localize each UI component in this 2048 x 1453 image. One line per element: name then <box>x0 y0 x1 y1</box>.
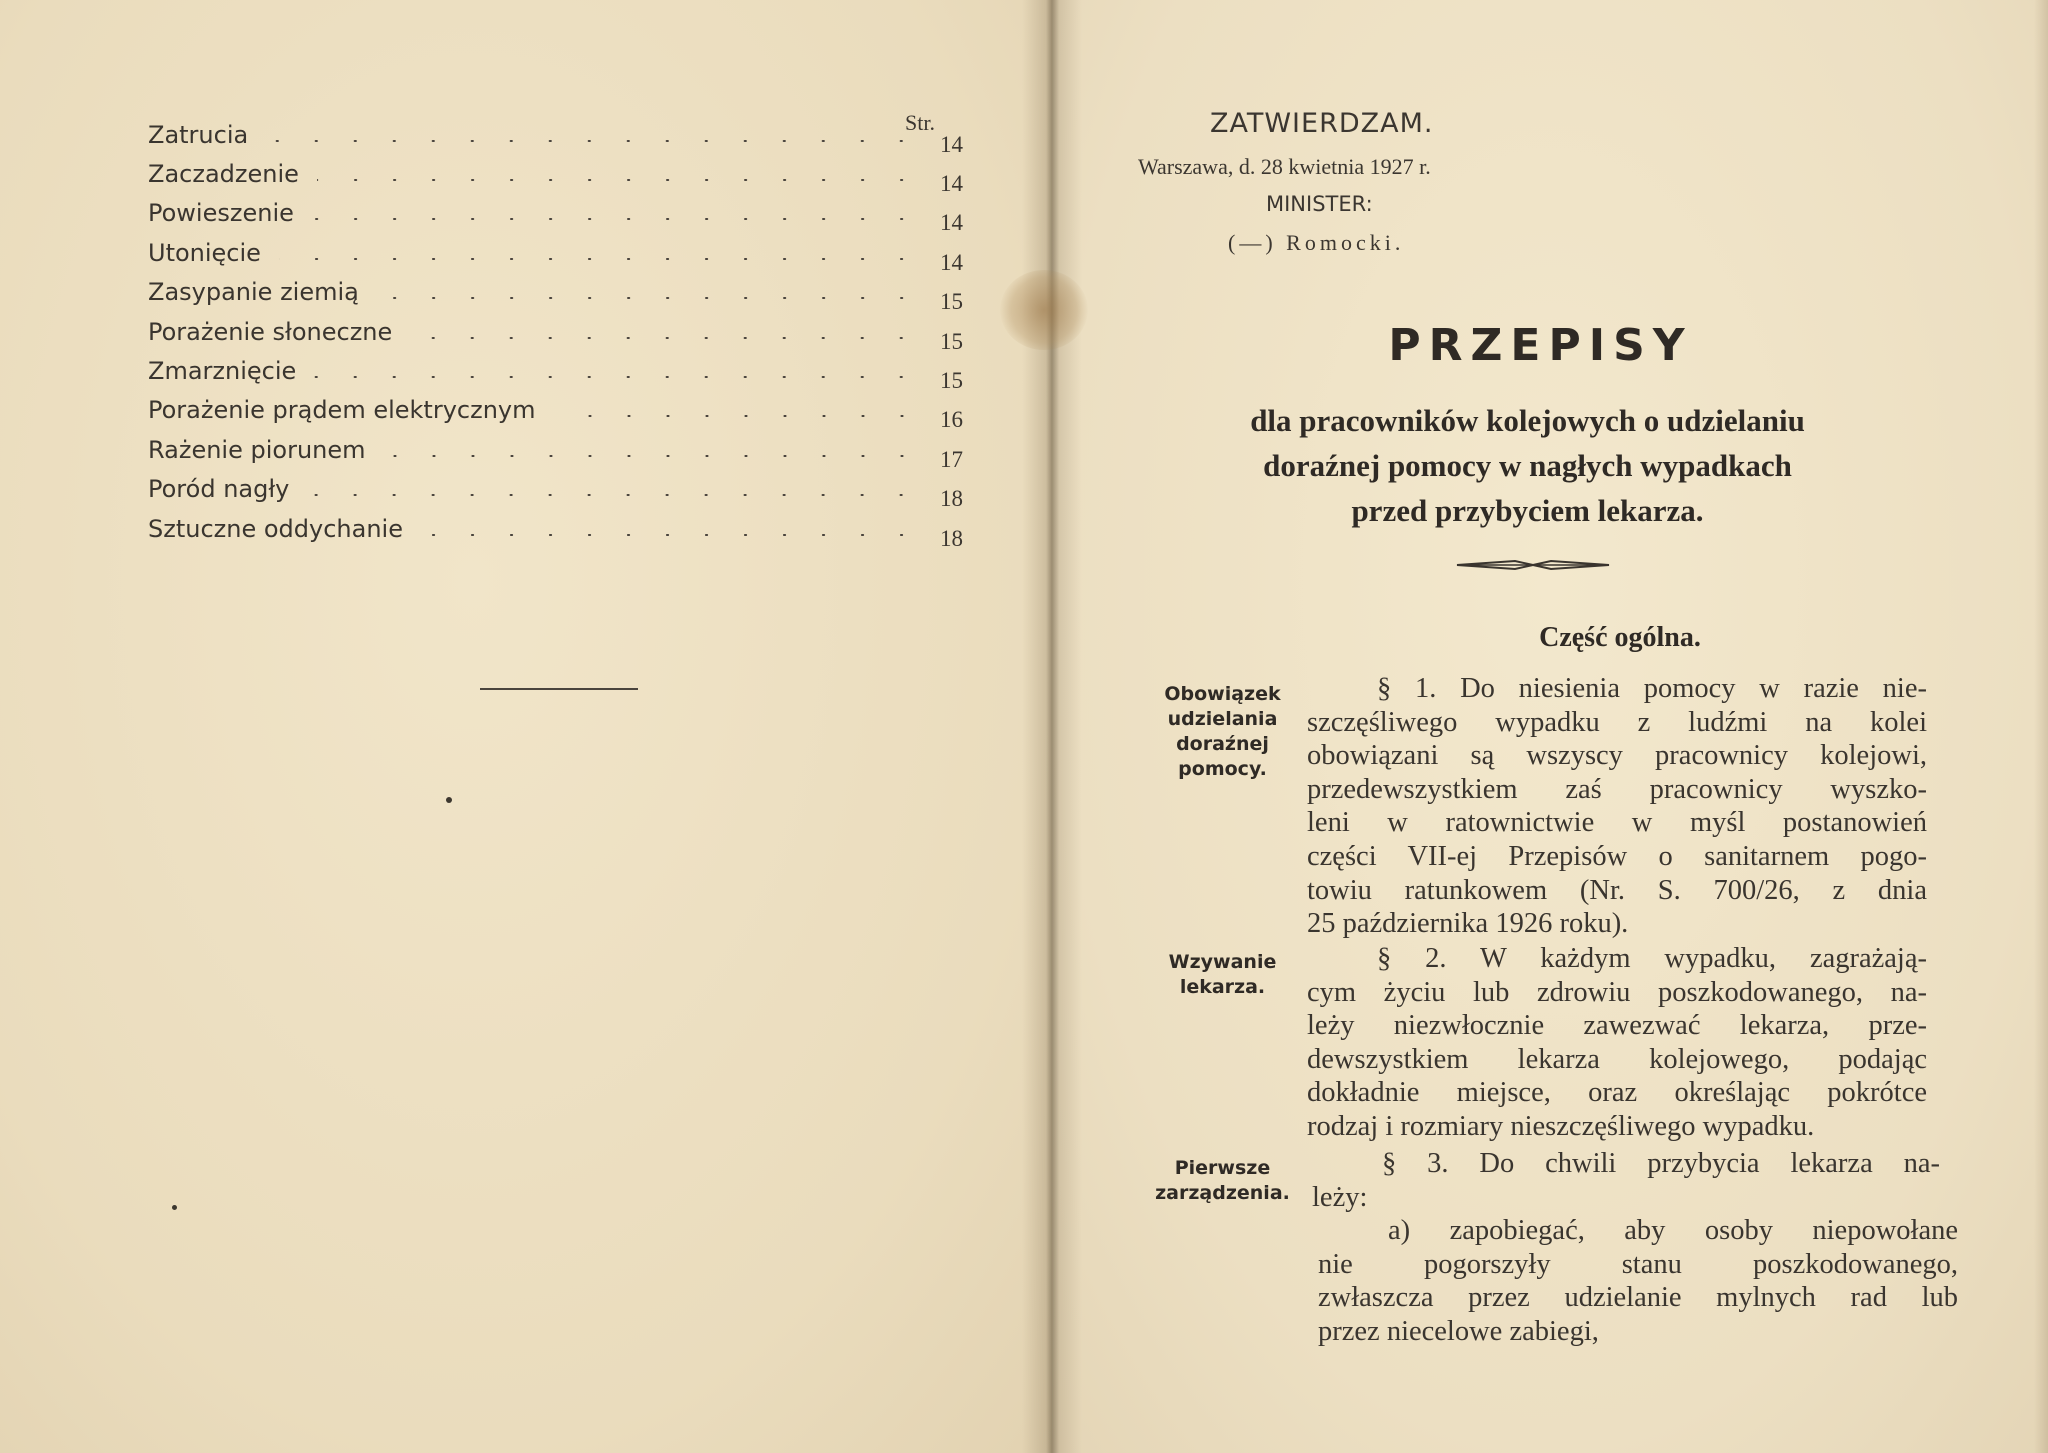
toc-entry-title: Rażenie piorunem <box>148 435 366 464</box>
toc-entry <box>148 312 963 354</box>
toc-leader-dots <box>317 179 921 181</box>
approval-title: ZATWIERDZAM. <box>1210 108 1434 139</box>
subtitle-line: doraźnej pomocy w nagłych wypadkach <box>1263 448 1792 483</box>
toc-leader-dots <box>554 415 922 417</box>
margin-note-line: Wzywanie <box>1168 951 1277 973</box>
toc-entry-title: Sztuczne oddychanie <box>148 514 403 543</box>
toc-entry-page: 17 <box>940 446 963 472</box>
toc-entry <box>148 233 963 275</box>
toc-entry-page: 16 <box>940 407 963 433</box>
toc-leader-dots <box>421 534 921 536</box>
toc-entry <box>148 154 963 197</box>
toc-entry <box>148 273 963 315</box>
text-line: a) zapobiegać, aby osoby niepowołane <box>1388 1215 1958 1246</box>
toc-entry-title: Poród nagły <box>148 475 290 504</box>
text-line: § 1. Do niesienia pomocy w razie nie- <box>1377 673 1927 704</box>
text-line: leży niezwłocznie zawezwać lekarza, prze- <box>1307 1010 1927 1042</box>
text-line: przez niecelowe zabiegi, <box>1318 1315 1599 1347</box>
toc-entry-page: 18 <box>940 486 963 512</box>
paper-stain <box>1000 270 1088 350</box>
margin-note-doctor <box>1145 950 1300 1000</box>
document-subtitle <box>1160 398 1895 533</box>
text-line: szczęśliwego wypadku z ludźmi na kolei <box>1307 706 1927 738</box>
margin-note-line: Pierwsze <box>1174 1157 1271 1179</box>
toc-page-header: Str. <box>905 110 935 135</box>
document-title: PRZEPISY <box>1388 320 1693 371</box>
toc-entry-title: Powieszenie <box>148 199 294 228</box>
toc-entry-title: Zaczadzenie <box>148 160 299 189</box>
toc-leader-dots <box>377 297 921 299</box>
paragraph-2 <box>1307 942 1927 1144</box>
paragraph-3 <box>1312 1147 1940 1214</box>
margin-note-line: zarządzenia. <box>1155 1182 1290 1204</box>
toc-entry-page: 18 <box>940 525 963 551</box>
book-gutter <box>1022 0 1082 1453</box>
toc-entry-page: 15 <box>940 328 963 354</box>
toc-entry-title: Zmarznięcie <box>148 357 297 386</box>
text-line: 25 października 1926 roku). <box>1307 908 1629 940</box>
subtitle-line: przed przybyciem lekarza. <box>1351 493 1704 528</box>
approval-place-date: Warszawa, d. 28 kwietnia 1927 r. <box>1138 154 1431 179</box>
toc-entry <box>148 430 963 472</box>
toc-leader-dots <box>307 494 921 496</box>
toc-entry <box>148 391 963 433</box>
paper-speck <box>172 1205 177 1210</box>
decorative-divider-icon <box>1455 554 1611 576</box>
margin-note-line: lekarza. <box>1179 976 1266 998</box>
toc-entry-page: 14 <box>940 171 963 197</box>
toc-entry-page: 14 <box>940 249 963 275</box>
text-line: dokładnie miejsce, oraz określając pokrótce <box>1307 1077 1927 1109</box>
toc-list <box>148 115 963 551</box>
paragraph-3a <box>1318 1214 1958 1348</box>
toc-entry <box>148 115 963 157</box>
approval-signature: (—) Romocki. <box>1228 230 1405 255</box>
text-line: cym życiu lub zdrowiu poszkodowanego, na- <box>1307 976 1927 1008</box>
text-line: towiu ratunkowem (Nr. S. 700/26, z dnia <box>1307 874 1927 906</box>
text-line: § 2. W każdym wypadku, zagrażają- <box>1377 943 1927 974</box>
toc-entry-title: Porażenie prądem elektrycznym <box>148 396 536 425</box>
margin-note-line: pomocy. <box>1178 758 1267 780</box>
text-line: obowiązani są wszyscy pracownicy kolejowi, <box>1307 740 1927 772</box>
paragraph-1 <box>1307 672 1927 941</box>
toc-leader-dots <box>410 337 921 339</box>
text-line: leży: <box>1312 1181 1368 1213</box>
text-line: § 3. Do chwili przybycia lekarza na- <box>1382 1148 1940 1179</box>
toc-leader-dots <box>312 218 921 220</box>
toc-entry-page: 15 <box>940 368 963 394</box>
toc-entry <box>148 470 963 512</box>
toc-entry-page: 15 <box>940 289 963 315</box>
toc-entry-title: Utonięcie <box>148 238 261 267</box>
toc-leader-dots <box>314 376 921 378</box>
toc-end-rule <box>480 688 638 690</box>
subtitle-line: dla pracowników kolejowych o udzielaniu <box>1250 403 1805 438</box>
toc-leader-dots <box>384 455 921 457</box>
toc-entry <box>148 194 963 236</box>
margin-note-first-steps <box>1145 1156 1300 1206</box>
approval-minister: MINISTER: <box>1266 192 1373 216</box>
toc-entry-title: Porażenie słoneczne <box>148 317 393 346</box>
margin-note-line: udzielania <box>1167 708 1278 730</box>
paper-speck <box>446 797 452 803</box>
text-line: zwłaszcza przez udzielanie mylnych rad lub <box>1318 1282 1958 1314</box>
text-line: przedewszystkiem zaś pracownicy wyszko- <box>1307 773 1927 805</box>
section-title: Część ogólna. <box>1539 622 1701 653</box>
margin-note-line: Obowiązek <box>1164 683 1281 705</box>
toc-entry-title: Zasypanie ziemią <box>148 278 359 307</box>
toc-entry-page: 14 <box>940 131 963 157</box>
text-line: części VII-ej Przepisów o sanitarnem pogo- <box>1307 840 1927 872</box>
page-edge-shadow <box>2034 0 2048 1453</box>
text-line: leni w ratownictwie w myśl postanowień <box>1307 807 1927 839</box>
text-line: dewszystkiem lekarza kolejowego, podając <box>1307 1043 1927 1075</box>
toc-entry <box>148 509 963 551</box>
toc-leader-dots <box>266 140 921 142</box>
margin-note-line: doraźnej <box>1176 733 1269 755</box>
toc-leader-dots <box>279 258 921 260</box>
toc-entry <box>148 351 963 394</box>
toc-entry-page: 14 <box>940 210 963 236</box>
text-line: nie pogorszyły stanu poszkodowanego, <box>1318 1248 1958 1280</box>
text-line: rodzaj i rozmiary nieszczęśliwego wypadku. <box>1307 1110 1815 1142</box>
margin-note-duty <box>1145 682 1300 782</box>
toc-entry-title: Zatrucia <box>148 120 249 149</box>
